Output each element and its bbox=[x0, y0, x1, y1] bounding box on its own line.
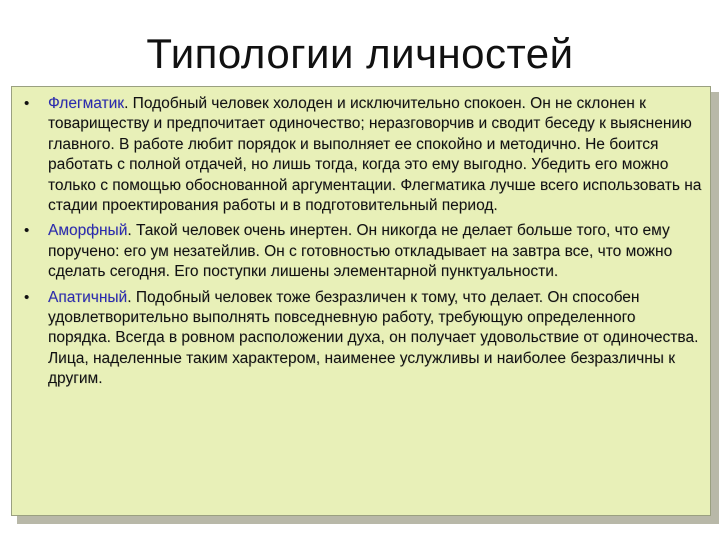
list-item bbox=[20, 288, 702, 390]
content-box bbox=[11, 86, 711, 516]
bullet-icon: • bbox=[24, 222, 30, 240]
item-text: . Подобный человек холоден и исключительно спокоен. Он не склонен к товариществу и предпочитает одиночество; неразговорчив и сводит беседу к выяснению главного. В работе любит порядок и выполняет ее спокойно и методично. Не боится работать с полной отдачей, но лишь тогда, когда это ему выгодно. Убедить его можно только с помощью обоснованной аргументации. Флегматика лучше всего использовать на стадии проектирования работы и в подготовительный период. bbox=[48, 95, 702, 215]
term-label: Флегматик bbox=[48, 95, 125, 112]
term-label: Апатичный bbox=[48, 288, 128, 306]
list-item bbox=[20, 94, 702, 216]
bullet-icon: • bbox=[24, 95, 30, 112]
term-label: Аморфный bbox=[48, 222, 128, 240]
item-text: . Такой человек очень инертен. Он никогда не делает больше того, что ему поручено: его ум незатейлив. Он с готовностью откладывает на завтра все, что можно сделать сегодня. Его поступки лишены элементарной пунктуальности. bbox=[48, 222, 673, 281]
bullet-list bbox=[12, 87, 710, 390]
item-text: . Подобный человек тоже безразличен к тому, что делает. Он способен удовлетворительно выполнять повседневную работу, требующую определенного порядка. Всегда в ровном расположении духа, он получает удовольствие от одиночества. Лица, наделенные таким характером, наименее услужливы и наиболее безразличны к другим. bbox=[48, 288, 699, 388]
slide-title: Типологии личностей bbox=[146, 30, 574, 77]
bullet-icon: • bbox=[24, 288, 30, 306]
list-item bbox=[20, 221, 702, 282]
